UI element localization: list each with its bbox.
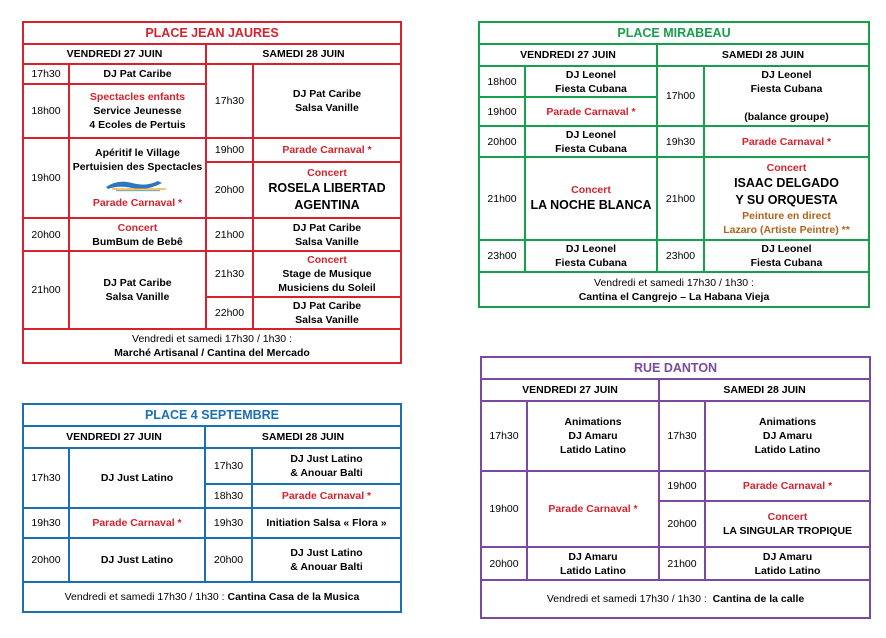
event-cell xyxy=(252,508,401,538)
event-text: DJ Amaru xyxy=(762,550,813,563)
event-cell xyxy=(527,547,659,580)
day-header-friday: VENDREDI 27 JUIN xyxy=(481,379,659,401)
event-text: DJ Just Latino xyxy=(100,472,174,484)
time-cell: 21h00 xyxy=(659,547,705,580)
event-text: DJ Leonel xyxy=(565,68,617,81)
footer-venue: Cantina el Cangrejo – La Habana Vieja xyxy=(578,290,770,303)
time-cell: 18h00 xyxy=(479,66,525,97)
time-cell: 19h00 xyxy=(23,138,69,218)
time-cell: 19h00 xyxy=(479,97,525,126)
event-cell xyxy=(525,66,657,97)
parade-label: Parade Carnaval * xyxy=(281,490,372,502)
event-text: DJ Pat Caribe xyxy=(292,221,362,234)
day-header-friday: VENDREDI 27 JUIN xyxy=(479,44,657,66)
event-text: DJ Pat Caribe xyxy=(292,300,362,312)
event-text: DJ Pat Caribe xyxy=(292,88,362,100)
time-cell: 20h00 xyxy=(23,218,69,251)
time-cell: 21h30 xyxy=(206,251,253,297)
event-text: & Anouar Balti xyxy=(290,467,363,479)
event-cell xyxy=(527,471,659,547)
event-cell xyxy=(69,448,205,508)
time-cell: 19h30 xyxy=(657,126,704,157)
event-text: Fiesta Cubana xyxy=(555,257,627,269)
day-header-saturday: SAMEDI 28 JUIN xyxy=(659,379,870,401)
time-cell: 17h30 xyxy=(205,448,252,484)
time-cell: 20h00 xyxy=(205,538,252,582)
time-cell: 19h00 xyxy=(481,471,527,547)
event-text: Musiciens du Soleil xyxy=(278,282,376,294)
event-text: DJ Just Latino xyxy=(290,547,363,559)
event-text: Latido Latino xyxy=(560,444,626,456)
time-cell: 19h30 xyxy=(205,508,252,538)
time-cell: 20h00 xyxy=(481,547,527,580)
schedule-place-4-septembre xyxy=(22,403,402,613)
headliner-text: Y SU ORQUESTA xyxy=(735,192,838,207)
parade-label: Parade Carnaval * xyxy=(742,480,833,492)
event-text: Latido Latino xyxy=(754,564,821,577)
event-text: Salsa Vanille xyxy=(295,102,359,114)
painter-note: Peinture en direct xyxy=(742,209,831,222)
parade-label: Parade Carnaval * xyxy=(92,517,182,529)
day-header-saturday: SAMEDI 28 JUIN xyxy=(205,426,401,448)
event-cell xyxy=(69,508,205,538)
footer-venue: Cantina Casa de la Musica xyxy=(227,591,360,603)
event-text: Salsa Vanille xyxy=(105,291,170,303)
time-cell: 17h00 xyxy=(657,66,704,126)
event-cell xyxy=(525,97,657,126)
event-text: DJ Leonel xyxy=(565,128,617,141)
event-cell xyxy=(527,401,659,471)
time-cell: 22h00 xyxy=(206,297,253,329)
time-cell: 20h00 xyxy=(479,126,525,157)
parade-label: Parade Carnaval * xyxy=(282,144,372,156)
event-text: BumBum de Bebê xyxy=(92,235,183,248)
event-highlight: Concert xyxy=(767,511,808,523)
event-text: DJ Pat Caribe xyxy=(103,277,172,289)
event-cell xyxy=(705,547,870,580)
day-header-saturday: SAMEDI 28 JUIN xyxy=(657,44,869,66)
footer-note xyxy=(479,272,869,307)
time-cell: 17h30 xyxy=(481,401,527,471)
time-cell: 21h00 xyxy=(206,218,253,251)
section-title: RUE DANTON xyxy=(481,357,870,379)
event-text: DJ Leonel xyxy=(761,69,812,81)
event-text: Animations xyxy=(564,416,622,428)
event-cell xyxy=(525,240,657,272)
event-cell xyxy=(253,138,401,162)
event-cell xyxy=(252,538,401,582)
footer-venue: Cantina de la calle xyxy=(712,593,805,605)
time-cell: 19h00 xyxy=(206,138,253,162)
event-text: Service Jeunesse xyxy=(93,105,182,117)
event-text: LA SINGULAR TROPIQUE xyxy=(722,525,853,537)
event-cell xyxy=(69,64,206,84)
event-cell xyxy=(69,538,205,582)
time-cell: 17h30 xyxy=(659,401,705,471)
day-header-friday: VENDREDI 27 JUIN xyxy=(23,44,206,64)
footer-line: Vendredi et samedi 17h30 / 1h30 : xyxy=(546,593,713,605)
event-text: Initiation Salsa « Flora » xyxy=(266,517,387,529)
event-text: & Anouar Balti xyxy=(290,561,363,573)
event-note: (balance groupe) xyxy=(744,111,829,123)
headliner-text: ROSELA LIBERTAD xyxy=(268,181,386,195)
time-cell: 17h30 xyxy=(23,448,69,508)
event-cell xyxy=(704,66,869,126)
event-cell xyxy=(525,157,657,240)
footer-note xyxy=(481,580,870,618)
event-cell xyxy=(69,84,206,138)
schedule-place-jean-jaures xyxy=(22,21,402,364)
event-text: Salsa Vanille xyxy=(295,235,359,248)
time-cell: 20h00 xyxy=(206,162,253,218)
event-text: Pertuisien des Spectacles xyxy=(72,161,203,173)
event-cell xyxy=(705,471,870,501)
headliner-text: ISAAC DELGADO xyxy=(734,175,839,190)
event-text: DJ Just Latino xyxy=(100,554,174,566)
section-title: PLACE MIRABEAU xyxy=(479,22,869,44)
event-highlight: Spectacles enfants xyxy=(89,91,186,103)
time-cell: 20h00 xyxy=(659,501,705,547)
parade-label: Parade Carnaval * xyxy=(92,197,183,209)
event-highlight: Concert xyxy=(307,167,347,179)
event-text: DJ Just Latino xyxy=(290,453,363,465)
event-cell xyxy=(252,448,401,484)
section-title: PLACE JEAN JAURES xyxy=(23,22,401,44)
village-logo-icon xyxy=(98,177,178,193)
day-header-friday: VENDREDI 27 JUIN xyxy=(23,426,205,448)
event-text: DJ Amaru xyxy=(568,430,618,442)
footer-line: Vendredi et samedi 17h30 / 1h30 : xyxy=(132,333,292,345)
event-text: DJ Amaru xyxy=(568,550,618,563)
event-text: Latido Latino xyxy=(560,564,626,577)
footer-line: Vendredi et samedi 17h30 / 1h30 : xyxy=(64,591,228,603)
event-text: DJ Pat Caribe xyxy=(103,68,172,80)
event-text: Fiesta Cubana xyxy=(750,83,823,95)
time-cell: 23h00 xyxy=(657,240,704,272)
time-cell: 18h00 xyxy=(23,84,69,138)
headliner-text: LA NOCHE BLANCA xyxy=(530,198,652,212)
event-text: Latido Latino xyxy=(754,444,821,456)
event-text: Fiesta Cubana xyxy=(750,257,823,269)
event-cell xyxy=(253,218,401,251)
event-cell xyxy=(253,297,401,329)
time-cell: 17h30 xyxy=(206,64,253,138)
footer-line: Vendredi et samedi 17h30 / 1h30 : xyxy=(594,276,754,289)
event-text: DJ Leonel xyxy=(565,243,617,255)
event-highlight: Concert xyxy=(766,161,807,174)
event-cell xyxy=(705,401,870,471)
schedule-rue-danton xyxy=(480,356,871,619)
section-title: PLACE 4 SEPTEMBRE xyxy=(23,404,401,426)
time-cell: 17h30 xyxy=(23,64,69,84)
event-text: Fiesta Cubana xyxy=(555,142,627,155)
event-text: DJ Amaru xyxy=(762,430,813,442)
time-cell: 18h30 xyxy=(205,484,252,508)
time-cell: 19h00 xyxy=(659,471,705,501)
time-cell: 20h00 xyxy=(23,538,69,582)
event-cell xyxy=(705,501,870,547)
time-cell: 21h00 xyxy=(23,251,69,329)
event-text: Stage de Musique xyxy=(282,268,372,280)
event-cell xyxy=(704,126,869,157)
schedule-place-mirabeau xyxy=(478,21,870,308)
event-cell xyxy=(525,126,657,157)
footer-note xyxy=(23,329,401,363)
event-text: Apéritif le Village xyxy=(95,147,180,159)
day-header-saturday: SAMEDI 28 JUIN xyxy=(206,44,401,64)
headliner-text: AGENTINA xyxy=(294,198,360,212)
time-cell: 23h00 xyxy=(479,240,525,272)
event-cell xyxy=(253,251,401,297)
event-cell xyxy=(69,138,206,218)
event-cell xyxy=(252,484,401,508)
event-cell xyxy=(69,251,206,329)
parade-label: Parade Carnaval * xyxy=(546,105,636,118)
event-highlight: Concert xyxy=(571,184,611,196)
event-text: Fiesta Cubana xyxy=(555,82,627,95)
footer-venue: Marché Artisanal / Cantina del Mercado xyxy=(114,347,310,359)
time-cell: 19h30 xyxy=(23,508,69,538)
event-highlight: Concert xyxy=(307,254,347,266)
painter-note: Lazaro (Artiste Peintre) ** xyxy=(723,223,850,236)
event-text: Salsa Vanille xyxy=(295,314,359,326)
parade-label: Parade Carnaval * xyxy=(741,135,832,148)
event-cell xyxy=(253,162,401,218)
time-cell: 21h00 xyxy=(657,157,704,240)
event-text: DJ Leonel xyxy=(761,243,812,255)
event-text: 4 Ecoles de Pertuis xyxy=(89,119,186,131)
event-highlight: Concert xyxy=(117,221,158,234)
event-cell xyxy=(253,64,401,138)
event-cell xyxy=(704,240,869,272)
time-cell: 21h00 xyxy=(479,157,525,240)
parade-label: Parade Carnaval * xyxy=(548,503,638,515)
event-cell xyxy=(704,157,869,240)
event-text: Animations xyxy=(758,416,817,428)
footer-note xyxy=(23,582,401,612)
event-cell xyxy=(69,218,206,251)
